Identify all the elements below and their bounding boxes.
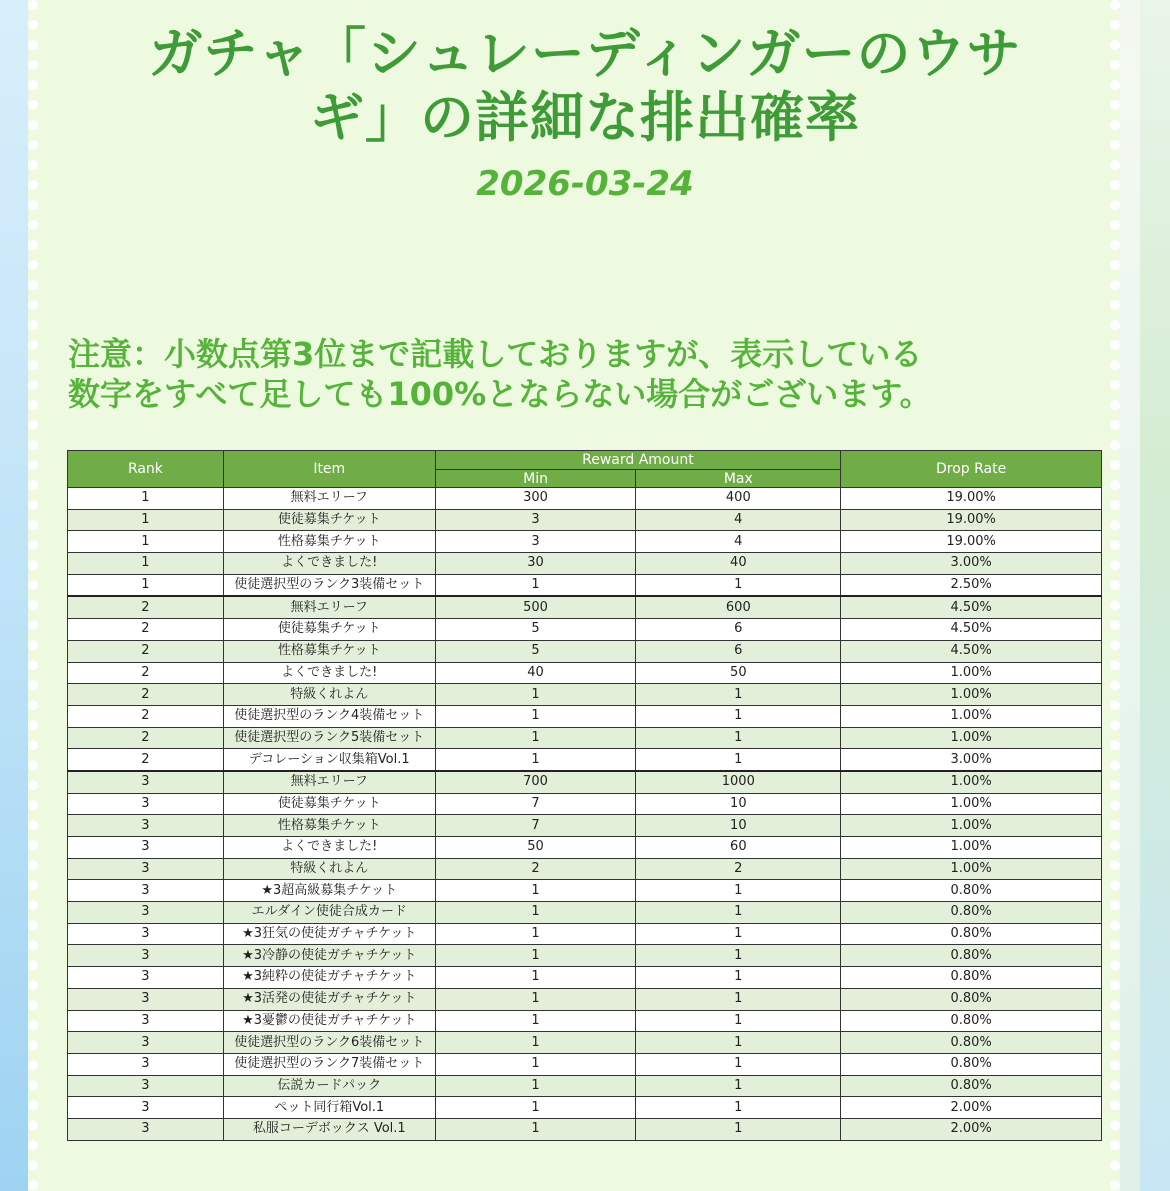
drop-rate-cell: 1.00% <box>841 727 1102 749</box>
item-cell: よくできました! <box>223 553 435 575</box>
table-row <box>68 771 1102 793</box>
max-cell: 1 <box>636 1118 841 1140</box>
max-cell: 1 <box>636 684 841 706</box>
drop-rate-cell: 1.00% <box>841 815 1102 837</box>
drop-rate-cell: 0.80% <box>841 988 1102 1010</box>
drop-rate-cell: 0.80% <box>841 1075 1102 1097</box>
table-row <box>68 488 1102 510</box>
min-cell: 300 <box>435 488 636 510</box>
rank-cell: 3 <box>68 1097 224 1119</box>
rank-cell: 3 <box>68 815 224 837</box>
rank-cell: 3 <box>68 880 224 902</box>
drop-rate-cell: 1.00% <box>841 793 1102 815</box>
min-cell: 2 <box>435 858 636 880</box>
drop-rate-cell: 1.00% <box>841 837 1102 859</box>
drop-rate-cell: 1.00% <box>841 705 1102 727</box>
max-cell: 1 <box>636 988 841 1010</box>
min-cell: 40 <box>435 662 636 684</box>
max-cell: 1 <box>636 749 841 771</box>
table-row <box>68 837 1102 859</box>
min-cell: 1 <box>435 1032 636 1054</box>
drop-rate-cell: 0.80% <box>841 880 1102 902</box>
item-cell: ★3純粋の使徒ガチャチケット <box>223 967 435 989</box>
drop-rate-cell: 0.80% <box>841 923 1102 945</box>
notice-line-2: 数字をすべて足しても100%とならない場合がございます。 <box>68 375 932 413</box>
item-cell: 無料エリーフ <box>223 596 435 618</box>
drop-rate-cell: 0.80% <box>841 1010 1102 1032</box>
item-cell: 使徒選択型のランク4装備セット <box>223 705 435 727</box>
drop-rate-cell: 1.00% <box>841 662 1102 684</box>
min-cell: 1 <box>435 967 636 989</box>
min-cell: 1 <box>435 880 636 902</box>
min-cell: 1 <box>435 1118 636 1140</box>
max-cell: 2 <box>636 858 841 880</box>
item-cell: 特級くれよん <box>223 858 435 880</box>
max-cell: 4 <box>636 531 841 553</box>
item-cell: 性格募集チケット <box>223 531 435 553</box>
min-cell: 1 <box>435 705 636 727</box>
max-cell: 4 <box>636 509 841 531</box>
table-row <box>68 553 1102 575</box>
page-title <box>60 22 1110 150</box>
min-cell: 5 <box>435 619 636 641</box>
item-cell: 無料エリーフ <box>223 488 435 510</box>
rank-cell: 3 <box>68 945 224 967</box>
max-cell: 1 <box>636 967 841 989</box>
drop-rate-cell: 2.50% <box>841 574 1102 596</box>
rank-cell: 2 <box>68 684 224 706</box>
table-row <box>68 531 1102 553</box>
max-cell: 6 <box>636 640 841 662</box>
min-cell: 1 <box>435 923 636 945</box>
notice-text <box>68 334 1108 414</box>
item-cell: デコレーション収集箱Vol.1 <box>223 749 435 771</box>
rank-cell: 3 <box>68 967 224 989</box>
table-row <box>68 619 1102 641</box>
rank-cell: 3 <box>68 771 224 793</box>
min-cell: 3 <box>435 531 636 553</box>
min-cell: 50 <box>435 837 636 859</box>
header-drop-rate: Drop Rate <box>841 451 1102 488</box>
rank-cell: 3 <box>68 837 224 859</box>
max-cell: 1000 <box>636 771 841 793</box>
table-row <box>68 662 1102 684</box>
rank-cell: 3 <box>68 858 224 880</box>
min-cell: 1 <box>435 1097 636 1119</box>
max-cell: 40 <box>636 553 841 575</box>
page-title-line-2: ギ」の詳細な排出確率 <box>310 86 860 149</box>
drop-rate-cell: 3.00% <box>841 749 1102 771</box>
drop-rate-cell: 1.00% <box>841 771 1102 793</box>
table-row <box>68 858 1102 880</box>
rank-cell: 1 <box>68 574 224 596</box>
rank-cell: 1 <box>68 531 224 553</box>
drop-rate-cell: 19.00% <box>841 488 1102 510</box>
table-row <box>68 1097 1102 1119</box>
max-cell: 1 <box>636 1097 841 1119</box>
header-rank: Rank <box>68 451 224 488</box>
max-cell: 1 <box>636 945 841 967</box>
table-row <box>68 1053 1102 1075</box>
max-cell: 1 <box>636 923 841 945</box>
item-cell: ★3超高級募集チケット <box>223 880 435 902</box>
item-cell: 使徒選択型のランク3装備セット <box>223 574 435 596</box>
drop-rate-cell: 2.00% <box>841 1118 1102 1140</box>
min-cell: 30 <box>435 553 636 575</box>
min-cell: 1 <box>435 988 636 1010</box>
table-row <box>68 1032 1102 1054</box>
item-cell: 無料エリーフ <box>223 771 435 793</box>
min-cell: 1 <box>435 749 636 771</box>
max-cell: 1 <box>636 880 841 902</box>
notice-line-1: 注意：小数点第3位まで記載しておりますが、表示している <box>68 335 923 373</box>
drop-rate-cell: 0.80% <box>841 967 1102 989</box>
item-cell: ★3活発の使徒ガチャチケット <box>223 988 435 1010</box>
max-cell: 600 <box>636 596 841 618</box>
drop-rate-cell: 0.80% <box>841 1053 1102 1075</box>
table-row <box>68 705 1102 727</box>
rank-cell: 3 <box>68 793 224 815</box>
table-row <box>68 1010 1102 1032</box>
item-cell: 使徒選択型のランク6装備セット <box>223 1032 435 1054</box>
max-cell: 1 <box>636 727 841 749</box>
publish-date: 2026-03-24 <box>476 164 694 204</box>
item-cell: 私服コーデボックス Vol.1 <box>223 1118 435 1140</box>
item-cell: 特級くれよん <box>223 684 435 706</box>
item-cell: ペット同行箱Vol.1 <box>223 1097 435 1119</box>
item-cell: ★3冷静の使徒ガチャチケット <box>223 945 435 967</box>
header-max: Max <box>636 470 841 488</box>
rank-cell: 2 <box>68 619 224 641</box>
max-cell: 1 <box>636 1053 841 1075</box>
max-cell: 1 <box>636 1075 841 1097</box>
min-cell: 1 <box>435 1010 636 1032</box>
max-cell: 1 <box>636 902 841 924</box>
min-cell: 1 <box>435 574 636 596</box>
min-cell: 5 <box>435 640 636 662</box>
min-cell: 1 <box>435 945 636 967</box>
min-cell: 7 <box>435 815 636 837</box>
item-cell: よくできました! <box>223 662 435 684</box>
item-cell: 使徒選択型のランク7装備セット <box>223 1053 435 1075</box>
table-row <box>68 727 1102 749</box>
max-cell: 1 <box>636 574 841 596</box>
drop-rate-cell: 1.00% <box>841 858 1102 880</box>
item-cell: よくできました! <box>223 837 435 859</box>
min-cell: 1 <box>435 1075 636 1097</box>
table-row <box>68 574 1102 596</box>
item-cell: 性格募集チケット <box>223 640 435 662</box>
min-cell: 700 <box>435 771 636 793</box>
item-cell: 伝説カードパック <box>223 1075 435 1097</box>
rank-cell: 3 <box>68 923 224 945</box>
drop-rate-cell: 4.50% <box>841 619 1102 641</box>
drop-rate-cell: 4.50% <box>841 596 1102 618</box>
rank-cell: 2 <box>68 596 224 618</box>
drop-rate-cell: 3.00% <box>841 553 1102 575</box>
rank-cell: 2 <box>68 662 224 684</box>
rank-cell: 2 <box>68 749 224 771</box>
min-cell: 1 <box>435 684 636 706</box>
min-cell: 1 <box>435 727 636 749</box>
max-cell: 400 <box>636 488 841 510</box>
max-cell: 50 <box>636 662 841 684</box>
min-cell: 3 <box>435 509 636 531</box>
rank-cell: 2 <box>68 640 224 662</box>
rank-cell: 3 <box>68 1075 224 1097</box>
header-reward-amount: Reward Amount <box>435 451 841 470</box>
rank-cell: 3 <box>68 1010 224 1032</box>
rank-cell: 3 <box>68 1118 224 1140</box>
table-row <box>68 684 1102 706</box>
rank-cell: 3 <box>68 1032 224 1054</box>
item-cell: ★3狂気の使徒ガチャチケット <box>223 923 435 945</box>
drop-rate-table <box>67 450 1102 1141</box>
drop-rate-cell: 0.80% <box>841 902 1102 924</box>
table-body <box>68 488 1102 1141</box>
table-row <box>68 945 1102 967</box>
drop-rate-cell: 19.00% <box>841 509 1102 531</box>
min-cell: 1 <box>435 902 636 924</box>
max-cell: 1 <box>636 1010 841 1032</box>
table-row <box>68 988 1102 1010</box>
item-cell: 使徒選択型のランク5装備セット <box>223 727 435 749</box>
item-cell: エルダイン使徒合成カード <box>223 902 435 924</box>
background-decoration-left <box>0 0 30 1191</box>
min-cell: 1 <box>435 1053 636 1075</box>
drop-rate-cell: 1.00% <box>841 684 1102 706</box>
rank-cell: 3 <box>68 988 224 1010</box>
table-row <box>68 509 1102 531</box>
max-cell: 60 <box>636 837 841 859</box>
drop-rate-cell: 2.00% <box>841 1097 1102 1119</box>
table-row <box>68 749 1102 771</box>
header-item: Item <box>223 451 435 488</box>
item-cell: 使徒募集チケット <box>223 793 435 815</box>
table-row <box>68 967 1102 989</box>
table-row <box>68 880 1102 902</box>
rank-cell: 2 <box>68 705 224 727</box>
header-min: Min <box>435 470 636 488</box>
rank-cell: 1 <box>68 509 224 531</box>
rank-cell: 1 <box>68 553 224 575</box>
rank-cell: 3 <box>68 1053 224 1075</box>
table-row <box>68 793 1102 815</box>
max-cell: 10 <box>636 793 841 815</box>
table-row <box>68 815 1102 837</box>
max-cell: 6 <box>636 619 841 641</box>
item-cell: ★3憂鬱の使徒ガチャチケット <box>223 1010 435 1032</box>
max-cell: 1 <box>636 1032 841 1054</box>
page-title-line-1: ガチャ「シュレーディンガーのウサ <box>148 22 1022 85</box>
item-cell: 使徒募集チケット <box>223 619 435 641</box>
table-row <box>68 1075 1102 1097</box>
drop-rate-cell: 0.80% <box>841 945 1102 967</box>
drop-rate-cell: 0.80% <box>841 1032 1102 1054</box>
item-cell: 使徒募集チケット <box>223 509 435 531</box>
drop-rate-cell: 19.00% <box>841 531 1102 553</box>
table-row <box>68 640 1102 662</box>
max-cell: 1 <box>636 705 841 727</box>
item-cell: 性格募集チケット <box>223 815 435 837</box>
table-row <box>68 596 1102 618</box>
drop-rate-cell: 4.50% <box>841 640 1102 662</box>
min-cell: 7 <box>435 793 636 815</box>
rank-cell: 1 <box>68 488 224 510</box>
table-row <box>68 902 1102 924</box>
background-decoration-right <box>1140 0 1170 1191</box>
table-row <box>68 1118 1102 1140</box>
rank-cell: 3 <box>68 902 224 924</box>
table-row <box>68 923 1102 945</box>
rank-cell: 2 <box>68 727 224 749</box>
max-cell: 10 <box>636 815 841 837</box>
min-cell: 500 <box>435 596 636 618</box>
